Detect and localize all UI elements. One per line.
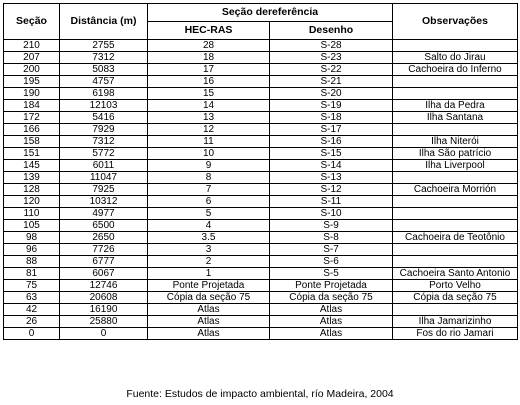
table-row xyxy=(4,328,518,340)
header-secao-referencia: Seção dereferência xyxy=(148,4,393,22)
cell-distancia: 7929 xyxy=(60,124,148,136)
cell-secao: 98 xyxy=(4,232,60,244)
cell-secao: 184 xyxy=(4,100,60,112)
cell-distancia: 6500 xyxy=(60,220,148,232)
cell-observacoes: Cachoeira Morrión xyxy=(393,184,518,196)
table-row xyxy=(4,256,518,268)
cell-hec-ras: 6 xyxy=(148,196,270,208)
table-row xyxy=(4,160,518,172)
cell-observacoes: Salto do Jirau xyxy=(393,52,518,64)
cell-desenho: S-6 xyxy=(270,256,393,268)
cell-hec-ras: 18 xyxy=(148,52,270,64)
cell-observacoes: Cachoeira do Inferno xyxy=(393,64,518,76)
table-row xyxy=(4,64,518,76)
table-row xyxy=(4,124,518,136)
cell-secao: 128 xyxy=(4,184,60,196)
cell-distancia: 10312 xyxy=(60,196,148,208)
cell-secao: 200 xyxy=(4,64,60,76)
cell-observacoes: Ilha Jamarizinho xyxy=(393,316,518,328)
cell-distancia: 6198 xyxy=(60,88,148,100)
cell-observacoes: Ilha São patrício xyxy=(393,148,518,160)
cell-secao: 139 xyxy=(4,172,60,184)
cell-desenho: Cópia da seção 75 xyxy=(270,292,393,304)
header-observacoes: Observações xyxy=(393,4,518,40)
cell-desenho: S-5 xyxy=(270,268,393,280)
cell-observacoes: Ilha Santana xyxy=(393,112,518,124)
cell-distancia: 2650 xyxy=(60,232,148,244)
header-desenho: Desenho xyxy=(270,22,393,40)
cell-distancia: 11047 xyxy=(60,172,148,184)
cell-hec-ras: 5 xyxy=(148,208,270,220)
table-row xyxy=(4,136,518,148)
cell-secao: 75 xyxy=(4,280,60,292)
cell-secao: 63 xyxy=(4,292,60,304)
sections-table xyxy=(3,3,518,340)
cell-desenho: S-28 xyxy=(270,40,393,52)
table-row xyxy=(4,172,518,184)
cell-desenho: S-19 xyxy=(270,100,393,112)
cell-secao: 210 xyxy=(4,40,60,52)
cell-observacoes xyxy=(393,208,518,220)
cell-observacoes: Ilha Liverpool xyxy=(393,160,518,172)
cell-hec-ras: 4 xyxy=(148,220,270,232)
cell-secao: 158 xyxy=(4,136,60,148)
cell-observacoes xyxy=(393,304,518,316)
cell-observacoes: Cachoeira de Teotônio xyxy=(393,232,518,244)
cell-desenho: Atlas xyxy=(270,304,393,316)
cell-distancia: 20608 xyxy=(60,292,148,304)
cell-distancia: 5772 xyxy=(60,148,148,160)
cell-desenho: S-17 xyxy=(270,124,393,136)
cell-desenho: S-21 xyxy=(270,76,393,88)
cell-hec-ras: 8 xyxy=(148,172,270,184)
cell-secao: 145 xyxy=(4,160,60,172)
cell-desenho: S-8 xyxy=(270,232,393,244)
cell-distancia: 4977 xyxy=(60,208,148,220)
cell-secao: 96 xyxy=(4,244,60,256)
cell-desenho: S-23 xyxy=(270,52,393,64)
cell-distancia: 6777 xyxy=(60,256,148,268)
table-row xyxy=(4,292,518,304)
cell-observacoes xyxy=(393,256,518,268)
header-secao: Seção xyxy=(4,4,60,40)
table-body xyxy=(4,40,518,340)
cell-hec-ras: 9 xyxy=(148,160,270,172)
data-table-container xyxy=(3,3,517,340)
cell-distancia: 7925 xyxy=(60,184,148,196)
cell-hec-ras: Cópia da seção 75 xyxy=(148,292,270,304)
cell-hec-ras: Atlas xyxy=(148,304,270,316)
cell-secao: 151 xyxy=(4,148,60,160)
table-row xyxy=(4,244,518,256)
cell-hec-ras: Atlas xyxy=(148,316,270,328)
table-row xyxy=(4,88,518,100)
cell-distancia: 16190 xyxy=(60,304,148,316)
cell-distancia: 12103 xyxy=(60,100,148,112)
cell-hec-ras: Atlas xyxy=(148,328,270,340)
cell-distancia: 25880 xyxy=(60,316,148,328)
cell-desenho: S-9 xyxy=(270,220,393,232)
cell-desenho: Ponte Projetada xyxy=(270,280,393,292)
cell-distancia: 2755 xyxy=(60,40,148,52)
cell-observacoes: Ilha da Pedra xyxy=(393,100,518,112)
cell-observacoes xyxy=(393,76,518,88)
cell-hec-ras: 15 xyxy=(148,88,270,100)
table-row xyxy=(4,232,518,244)
cell-observacoes: Cópia da seção 75 xyxy=(393,292,518,304)
cell-secao: 190 xyxy=(4,88,60,100)
table-row xyxy=(4,184,518,196)
cell-observacoes xyxy=(393,124,518,136)
cell-desenho: S-18 xyxy=(270,112,393,124)
cell-observacoes: Porto Velho xyxy=(393,280,518,292)
cell-desenho: S-10 xyxy=(270,208,393,220)
cell-distancia: 12746 xyxy=(60,280,148,292)
cell-distancia: 4757 xyxy=(60,76,148,88)
cell-hec-ras: 13 xyxy=(148,112,270,124)
cell-desenho: S-11 xyxy=(270,196,393,208)
cell-hec-ras: 7 xyxy=(148,184,270,196)
cell-desenho: S-15 xyxy=(270,148,393,160)
cell-hec-ras: 17 xyxy=(148,64,270,76)
cell-distancia: 7312 xyxy=(60,136,148,148)
cell-desenho: S-22 xyxy=(270,64,393,76)
cell-secao: 105 xyxy=(4,220,60,232)
cell-hec-ras: 16 xyxy=(148,76,270,88)
cell-desenho: S-12 xyxy=(270,184,393,196)
cell-desenho: S-16 xyxy=(270,136,393,148)
table-row xyxy=(4,196,518,208)
table-row xyxy=(4,280,518,292)
table-row xyxy=(4,148,518,160)
cell-observacoes xyxy=(393,172,518,184)
cell-distancia: 0 xyxy=(60,328,148,340)
cell-hec-ras: 14 xyxy=(148,100,270,112)
cell-desenho: Atlas xyxy=(270,316,393,328)
cell-desenho: S-13 xyxy=(270,172,393,184)
cell-observacoes xyxy=(393,244,518,256)
cell-secao: 110 xyxy=(4,208,60,220)
cell-secao: 195 xyxy=(4,76,60,88)
cell-secao: 172 xyxy=(4,112,60,124)
table-row xyxy=(4,52,518,64)
cell-secao: 26 xyxy=(4,316,60,328)
cell-hec-ras: 3 xyxy=(148,244,270,256)
table-row xyxy=(4,316,518,328)
cell-distancia: 6067 xyxy=(60,268,148,280)
cell-secao: 120 xyxy=(4,196,60,208)
cell-hec-ras: Ponte Projetada xyxy=(148,280,270,292)
cell-secao: 88 xyxy=(4,256,60,268)
cell-observacoes xyxy=(393,196,518,208)
cell-hec-ras: 10 xyxy=(148,148,270,160)
cell-hec-ras: 3.5 xyxy=(148,232,270,244)
cell-hec-ras: 2 xyxy=(148,256,270,268)
table-row xyxy=(4,268,518,280)
table-row xyxy=(4,208,518,220)
cell-hec-ras: 12 xyxy=(148,124,270,136)
cell-desenho: S-14 xyxy=(270,160,393,172)
table-row xyxy=(4,304,518,316)
cell-observacoes: Ilha Niterói xyxy=(393,136,518,148)
cell-hec-ras: 1 xyxy=(148,268,270,280)
cell-observacoes: Cachoeira Santo Antonio xyxy=(393,268,518,280)
cell-observacoes xyxy=(393,220,518,232)
cell-distancia: 7726 xyxy=(60,244,148,256)
cell-secao: 166 xyxy=(4,124,60,136)
cell-observacoes xyxy=(393,88,518,100)
cell-secao: 207 xyxy=(4,52,60,64)
table-row xyxy=(4,40,518,52)
cell-hec-ras: 11 xyxy=(148,136,270,148)
header-hec-ras: HEC-RAS xyxy=(148,22,270,40)
cell-observacoes: Fos do rio Jamari xyxy=(393,328,518,340)
cell-secao: 0 xyxy=(4,328,60,340)
cell-distancia: 5083 xyxy=(60,64,148,76)
cell-hec-ras: 28 xyxy=(148,40,270,52)
cell-distancia: 6011 xyxy=(60,160,148,172)
table-row xyxy=(4,220,518,232)
cell-desenho: S-7 xyxy=(270,244,393,256)
table-row xyxy=(4,76,518,88)
cell-observacoes xyxy=(393,40,518,52)
cell-secao: 81 xyxy=(4,268,60,280)
cell-desenho: Atlas xyxy=(270,328,393,340)
cell-distancia: 7312 xyxy=(60,52,148,64)
cell-distancia: 5416 xyxy=(60,112,148,124)
source-caption: Fuente: Estudos de impacto ambiental, río Madeira, 2004 xyxy=(126,388,394,400)
cell-secao: 42 xyxy=(4,304,60,316)
table-row xyxy=(4,112,518,124)
table-row xyxy=(4,100,518,112)
cell-desenho: S-20 xyxy=(270,88,393,100)
header-distancia: Distância (m) xyxy=(60,4,148,40)
